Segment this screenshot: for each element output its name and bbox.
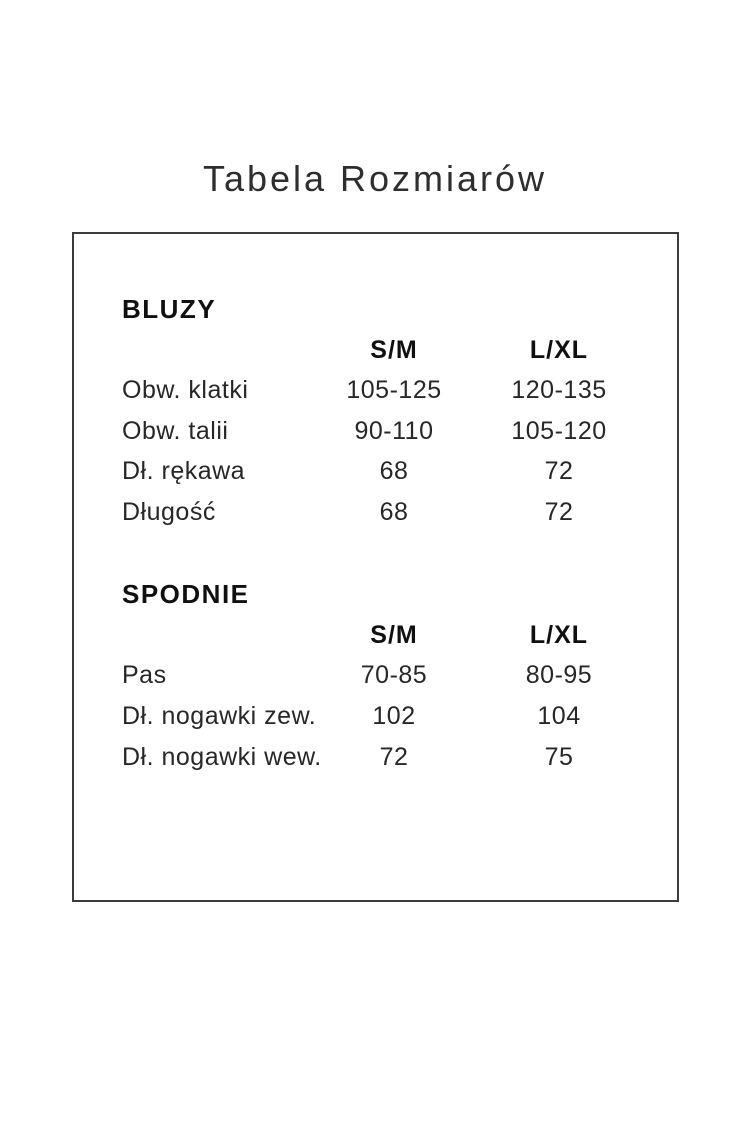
row-label: Pas (122, 661, 167, 689)
value-lxl: 80-95 (525, 661, 593, 689)
size-header-row (74, 620, 677, 650)
value-sm: 105-125 (346, 376, 442, 404)
value-sm: 90-110 (354, 417, 434, 445)
column-header-sm: S/M (370, 621, 418, 649)
value-sm: 70-85 (360, 661, 428, 689)
value-lxl: 104 (537, 702, 581, 730)
table-row (74, 456, 677, 486)
value-sm: 102 (372, 702, 416, 730)
row-label: Długość (122, 498, 216, 526)
table-row (74, 701, 677, 731)
row-label: Dł. nogawki wew. (122, 743, 322, 771)
value-lxl: 72 (544, 498, 574, 526)
table-row (74, 375, 677, 405)
value-lxl: 75 (544, 743, 574, 771)
size-header-row (74, 335, 677, 365)
value-lxl: 105-120 (511, 417, 607, 445)
row-label: Obw. klatki (122, 376, 249, 404)
value-sm: 68 (379, 457, 409, 485)
section-heading-spodnie: SPODNIE (122, 579, 250, 609)
value-lxl: 120-135 (511, 376, 607, 404)
value-sm: 68 (379, 498, 409, 526)
table-row (74, 742, 677, 772)
section-heading-bluzy: BLUZY (122, 294, 217, 324)
column-header-lxl: L/XL (529, 621, 589, 649)
value-lxl: 72 (544, 457, 574, 485)
value-sm: 72 (379, 743, 409, 771)
row-label: Dł. rękawa (122, 457, 246, 485)
size-chart-box (72, 232, 679, 902)
table-row (74, 416, 677, 446)
row-label: Obw. talii (122, 417, 229, 445)
page-title: Tabela Rozmiarów (202, 158, 548, 199)
row-label: Dł. nogawki zew. (122, 702, 317, 730)
table-row (74, 660, 677, 690)
table-row (74, 497, 677, 527)
column-header-sm: S/M (370, 336, 418, 364)
column-header-lxl: L/XL (529, 336, 589, 364)
